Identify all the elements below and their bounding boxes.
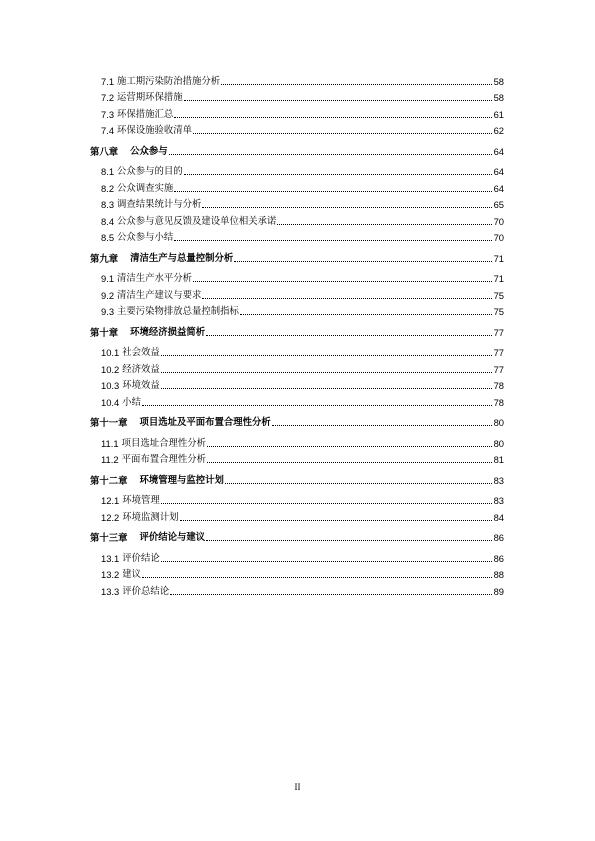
dot-leader [184,174,492,175]
dot-leader [161,503,492,504]
dot-leader [202,207,491,208]
toc-entry-page: 58 [493,75,504,87]
dot-leader [207,446,492,447]
toc-entry-title: 公众调查实施 [117,182,174,194]
toc-entry-page: 78 [493,380,504,391]
dot-leader [277,224,491,225]
dot-leader [161,561,492,562]
toc-section-entry[interactable] [90,359,504,376]
dot-leader [234,261,491,262]
toc-entry-title: 环保设施验收清单 [117,125,193,136]
toc-entry-number: 12.2 [101,511,120,523]
dot-leader [221,84,491,85]
toc-chapter-entry[interactable] [90,528,504,545]
toc-entry-title: 平面布置合理性分析 [121,454,206,465]
toc-entry-number: 11.2 [101,454,119,465]
toc-entry-number: 8.4 [101,215,115,227]
toc-entry-page: 64 [493,166,504,177]
toc-entry-title: 公众参与小结 [117,232,174,243]
dot-leader [240,314,492,315]
toc-entry-number: 7.4 [101,125,115,136]
dot-leader [193,281,492,282]
toc-chapter-entry[interactable] [90,470,504,487]
dot-leader [170,594,491,595]
toc-entry-title: 建议 [122,569,142,580]
dot-leader [272,425,492,426]
toc-section-entry[interactable] [90,343,504,360]
toc-section-entry[interactable] [90,581,504,598]
toc-entry-page: 58 [493,92,504,103]
dot-leader [202,298,491,299]
toc-entry-number: 8.1 [101,166,115,177]
toc-entry-title: 调查结果统计与分析 [117,199,202,210]
toc-entry-page: 70 [493,232,504,243]
toc-entry-page: 75 [493,289,504,301]
toc-entry-number: 8.5 [101,232,115,243]
toc-entry-title: 项目选址合理性分析 [121,437,206,449]
toc-entry-number: 第九章 [90,252,119,264]
toc-section-entry[interactable] [90,507,504,524]
toc-entry-page: 84 [493,511,504,523]
toc-section-entry[interactable] [90,450,504,467]
toc-entry-title: 社会效益 [122,347,160,358]
toc-section-entry[interactable] [90,88,504,105]
toc-section-entry[interactable] [90,195,504,212]
toc-entry-number: 13.2 [101,569,120,580]
toc-entry-page: 83 [493,495,504,506]
dot-leader [161,372,492,373]
toc-entry-number: 8.2 [101,182,115,194]
toc-section-entry[interactable] [90,121,504,138]
toc-entry-number: 第十二章 [90,474,128,486]
toc-entry-title: 公众参与 [130,145,168,157]
toc-entry-page: 80 [493,417,504,428]
toc-entry-number: 11.1 [101,437,119,449]
toc-section-entry[interactable] [90,269,504,286]
toc-entry-number: 7.2 [101,92,115,103]
toc-chapter-entry[interactable] [90,248,504,265]
toc-entry-title: 环境监测计划 [122,511,179,523]
table-of-contents [90,71,504,598]
toc-entry-title: 主要污染物排放总量控制指标 [117,306,239,317]
toc-section-entry[interactable] [90,178,504,195]
toc-section-entry[interactable] [90,548,504,565]
toc-entry-title: 公众参与的目的 [117,166,183,177]
toc-entry-page: 61 [493,108,504,120]
toc-entry-number: 8.3 [101,199,115,210]
toc-section-entry[interactable] [90,211,504,228]
toc-entry-number: 9.1 [101,273,115,284]
dot-leader [161,355,492,356]
toc-entry-page: 64 [493,145,504,157]
toc-section-entry[interactable] [90,302,504,319]
toc-entry-number: 10.1 [101,347,120,358]
toc-entry-title: 评价结论 [122,552,160,564]
toc-entry-page: 89 [493,585,504,597]
toc-chapter-entry[interactable] [90,141,504,158]
toc-entry-number: 12.1 [101,495,120,506]
dot-leader [142,577,492,578]
toc-entry-title: 环境效益 [122,380,160,391]
dot-leader [174,240,491,241]
dot-leader [206,335,491,336]
toc-entry-title: 施工期污染防治措施分析 [117,75,221,87]
toc-entry-page: 71 [493,252,504,264]
toc-entry-page: 78 [493,396,504,408]
toc-section-entry[interactable] [90,376,504,393]
toc-entry-number: 7.1 [101,75,115,87]
toc-entry-number: 10.2 [101,363,120,375]
toc-entry-page: 71 [493,273,504,284]
toc-entry-page: 77 [493,347,504,358]
toc-entry-page: 65 [493,199,504,210]
toc-section-entry[interactable] [90,228,504,245]
toc-entry-number: 13.3 [101,585,120,597]
dot-leader [206,540,491,541]
toc-entry-title: 环境经济损益简析 [130,326,206,338]
toc-entry-number: 第十一章 [90,417,128,428]
toc-section-entry[interactable] [90,433,504,450]
dot-leader [180,520,492,521]
toc-entry-number: 第八章 [90,145,119,157]
toc-entry-page: 83 [493,474,504,486]
toc-chapter-entry[interactable] [90,322,504,339]
toc-entry-title: 项目选址及平面布置合理性分析 [139,417,271,428]
dot-leader [142,405,492,406]
toc-entry-title: 小结 [122,396,142,408]
toc-entry-number: 9.2 [101,289,115,301]
page-number: II [294,782,301,792]
toc-entry-page: 86 [493,532,504,543]
toc-entry-title: 公众参与意见反馈及建设单位相关承诺 [117,215,277,227]
dot-leader [193,133,492,134]
toc-entry-title: 清洁生产建议与要求 [117,289,202,301]
toc-entry-page: 77 [493,326,504,338]
toc-entry-title: 环保措施汇总 [117,108,174,120]
toc-entry-number: 9.3 [101,306,115,317]
toc-section-entry[interactable] [90,285,504,302]
toc-entry-number: 13.1 [101,552,120,564]
toc-entry-title: 清洁生产与总量控制分析 [130,252,234,264]
dot-leader [174,191,491,192]
toc-entry-title: 评价结论与建议 [139,532,206,543]
toc-entry-title: 环境管理 [122,495,160,506]
toc-entry-number: 第十三章 [90,532,128,543]
toc-entry-page: 80 [493,437,504,449]
toc-section-entry[interactable] [90,71,504,88]
dot-leader [225,483,492,484]
toc-entry-page: 62 [493,125,504,136]
dot-leader [184,100,492,101]
toc-entry-title: 运营期环保措施 [117,92,183,103]
toc-entry-page: 77 [493,363,504,375]
toc-entry-page: 75 [493,306,504,317]
toc-section-entry[interactable] [90,565,504,582]
toc-entry-page: 86 [493,552,504,564]
toc-section-entry[interactable] [90,392,504,409]
dot-leader [161,388,492,389]
toc-section-entry[interactable] [90,491,504,508]
toc-section-entry[interactable] [90,162,504,179]
toc-entry-page: 70 [493,215,504,227]
toc-entry-page: 88 [493,569,504,580]
dot-leader [174,117,491,118]
toc-entry-title: 环境管理与监控计划 [139,474,224,486]
toc-entry-number: 10.3 [101,380,120,391]
toc-entry-number: 7.3 [101,108,115,120]
toc-entry-page: 81 [493,454,504,465]
toc-entry-page: 64 [493,182,504,194]
toc-entry-number: 第十章 [90,326,119,338]
dot-leader [207,462,492,463]
toc-entry-title: 清洁生产水平分析 [117,273,193,284]
toc-chapter-entry[interactable] [90,413,504,430]
toc-entry-number: 10.4 [101,396,120,408]
dot-leader [169,154,492,155]
toc-entry-title: 经济效益 [122,363,160,375]
toc-section-entry[interactable] [90,104,504,121]
toc-entry-title: 评价总结论 [122,585,170,597]
